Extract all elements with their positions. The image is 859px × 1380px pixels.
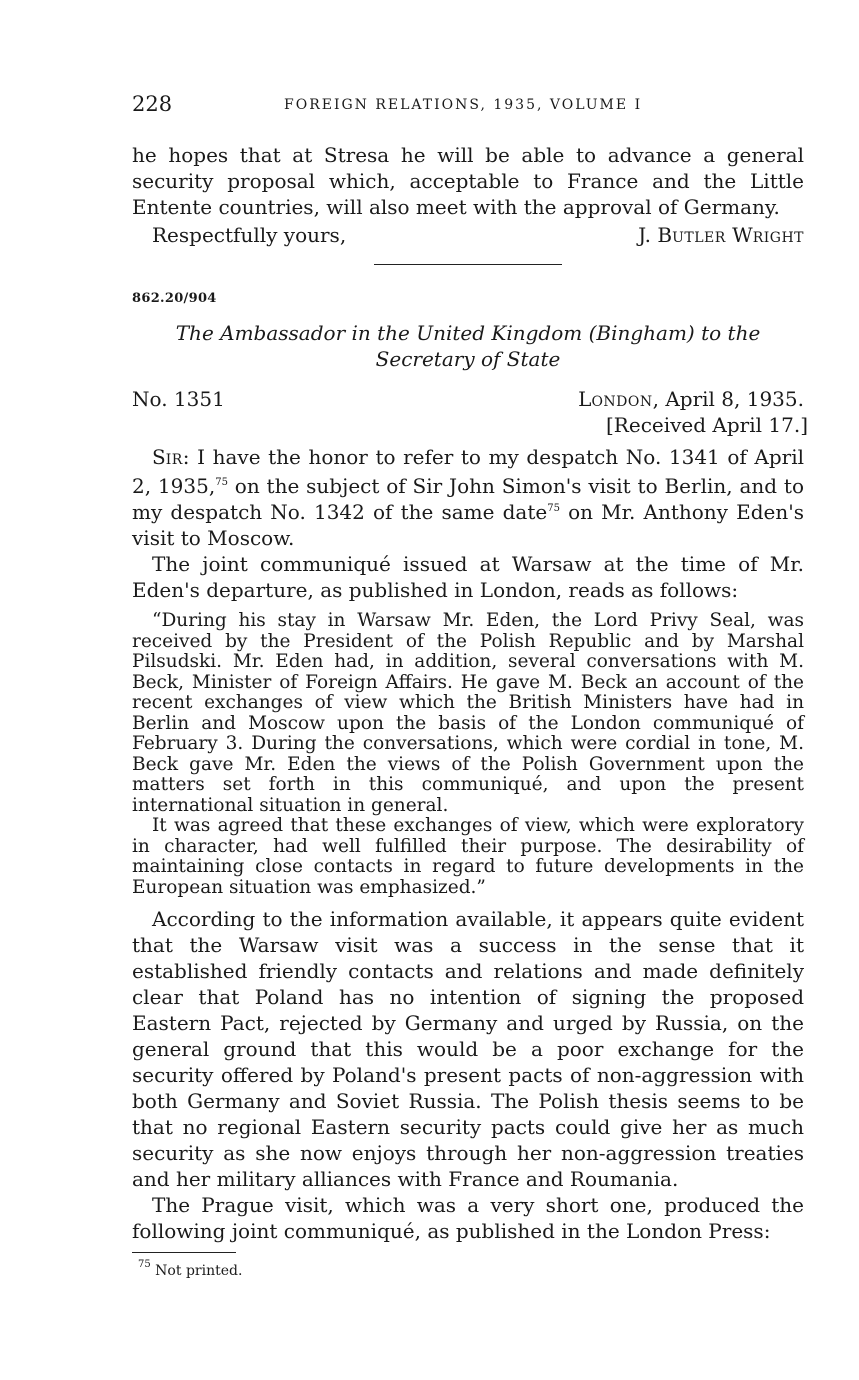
block-quote — [132, 611, 804, 898]
running-head — [132, 92, 804, 122]
salutation: Respectfully yours, — [152, 223, 347, 247]
despatch-number: No. 1351 — [132, 387, 225, 411]
received-date: [Received April 17.] — [606, 413, 808, 437]
footnote-ref: 75 — [547, 503, 560, 514]
footnote-ref: 75 — [215, 477, 228, 488]
section-divider — [374, 264, 562, 265]
footnote-divider — [132, 1252, 236, 1253]
file-number: 862.20/904 — [132, 291, 217, 306]
signature: J. BUTLER WRIGHT — [638, 223, 804, 247]
body-paragraph-3: According to the information available, it appears quite evident that the Warsaw visit was a success in the sense that it established friendly contacts and relations and made definitely clear that Poland has no intention of signing the proposed Eastern Pact, rejected by Germany and urged by Russia, on the general ground that this would be a poor exchange for the security offered by Poland's present pacts of non-aggression with both Germany and Soviet Russia. The Polish thesis seems to be that no regional Eastern security pacts could give her as much security as she now enjoys through her non-aggression treaties and her military alliances with France and Roumania. — [132, 907, 804, 1191]
journal-title: FOREIGN RELATIONS, 1935, VOLUME I — [284, 97, 643, 113]
page-number: 228 — [132, 92, 173, 116]
body-paragraph-1: SIR: I have the honor to refer to my despatch No. 1341 of April 2, 1935,75 on the subject of Sir John Simon's visit to Berlin, and to my despatch No. 1342 of the same date$^{75}$ on Mr. Anthony Eden's visit to Moscow. — [132, 445, 805, 550]
document-page — [132, 92, 808, 1279]
dateline — [132, 386, 808, 440]
place-date: LONDON, April 8, 1935. — [578, 387, 804, 411]
footnote: $^{75}$ Not printed. — [138, 1259, 243, 1279]
body-paragraph-4: The Prague visit, which was a very short one, produced the following joint communiqué, as published in the London Press: — [132, 1193, 804, 1243]
document-title: The Ambassador in the United Kingdom (Bingham) to the Secretary of State — [175, 321, 761, 371]
body-paragraph-2: The joint communiqué issued at Warsaw at the time of Mr. Eden's departure, as published in London, reads as follows: — [132, 552, 804, 602]
letter-closing — [132, 222, 804, 252]
opening-paragraph: he hopes that at Stresa he will be able to advance a general security proposal which, acceptable to France and the Little Entente countries, will also meet with the approval of Germany. — [132, 143, 804, 219]
quote-paragraph-1: “During his stay in Warsaw Mr. Eden, the Lord Privy Seal, was received by the President of the Polish Republic and by Marshal Pilsudski. Mr. Eden had, in addition, several conversations with M. Beck, Minister of Foreign Affairs. He gave M. Beck an account of the recent exchanges of view which the British Ministers have had in Berlin and Moscow upon the basis of the London communiqué of February 3. During the conversations, which were cordial in tone, M. Beck gave Mr. Eden the views of the Polish Government upon the matters set forth in this communiqué, and upon the present international situation in general. — [132, 610, 804, 816]
quote-paragraph-2: It was agreed that these exchanges of view, which were exploratory in character, had well fulfilled their purpose. The desirability of maintaining close contacts in regard to future developments in the European situation was emphasized.” — [132, 815, 804, 898]
footnote-marker: 75 — [138, 1259, 151, 1270]
